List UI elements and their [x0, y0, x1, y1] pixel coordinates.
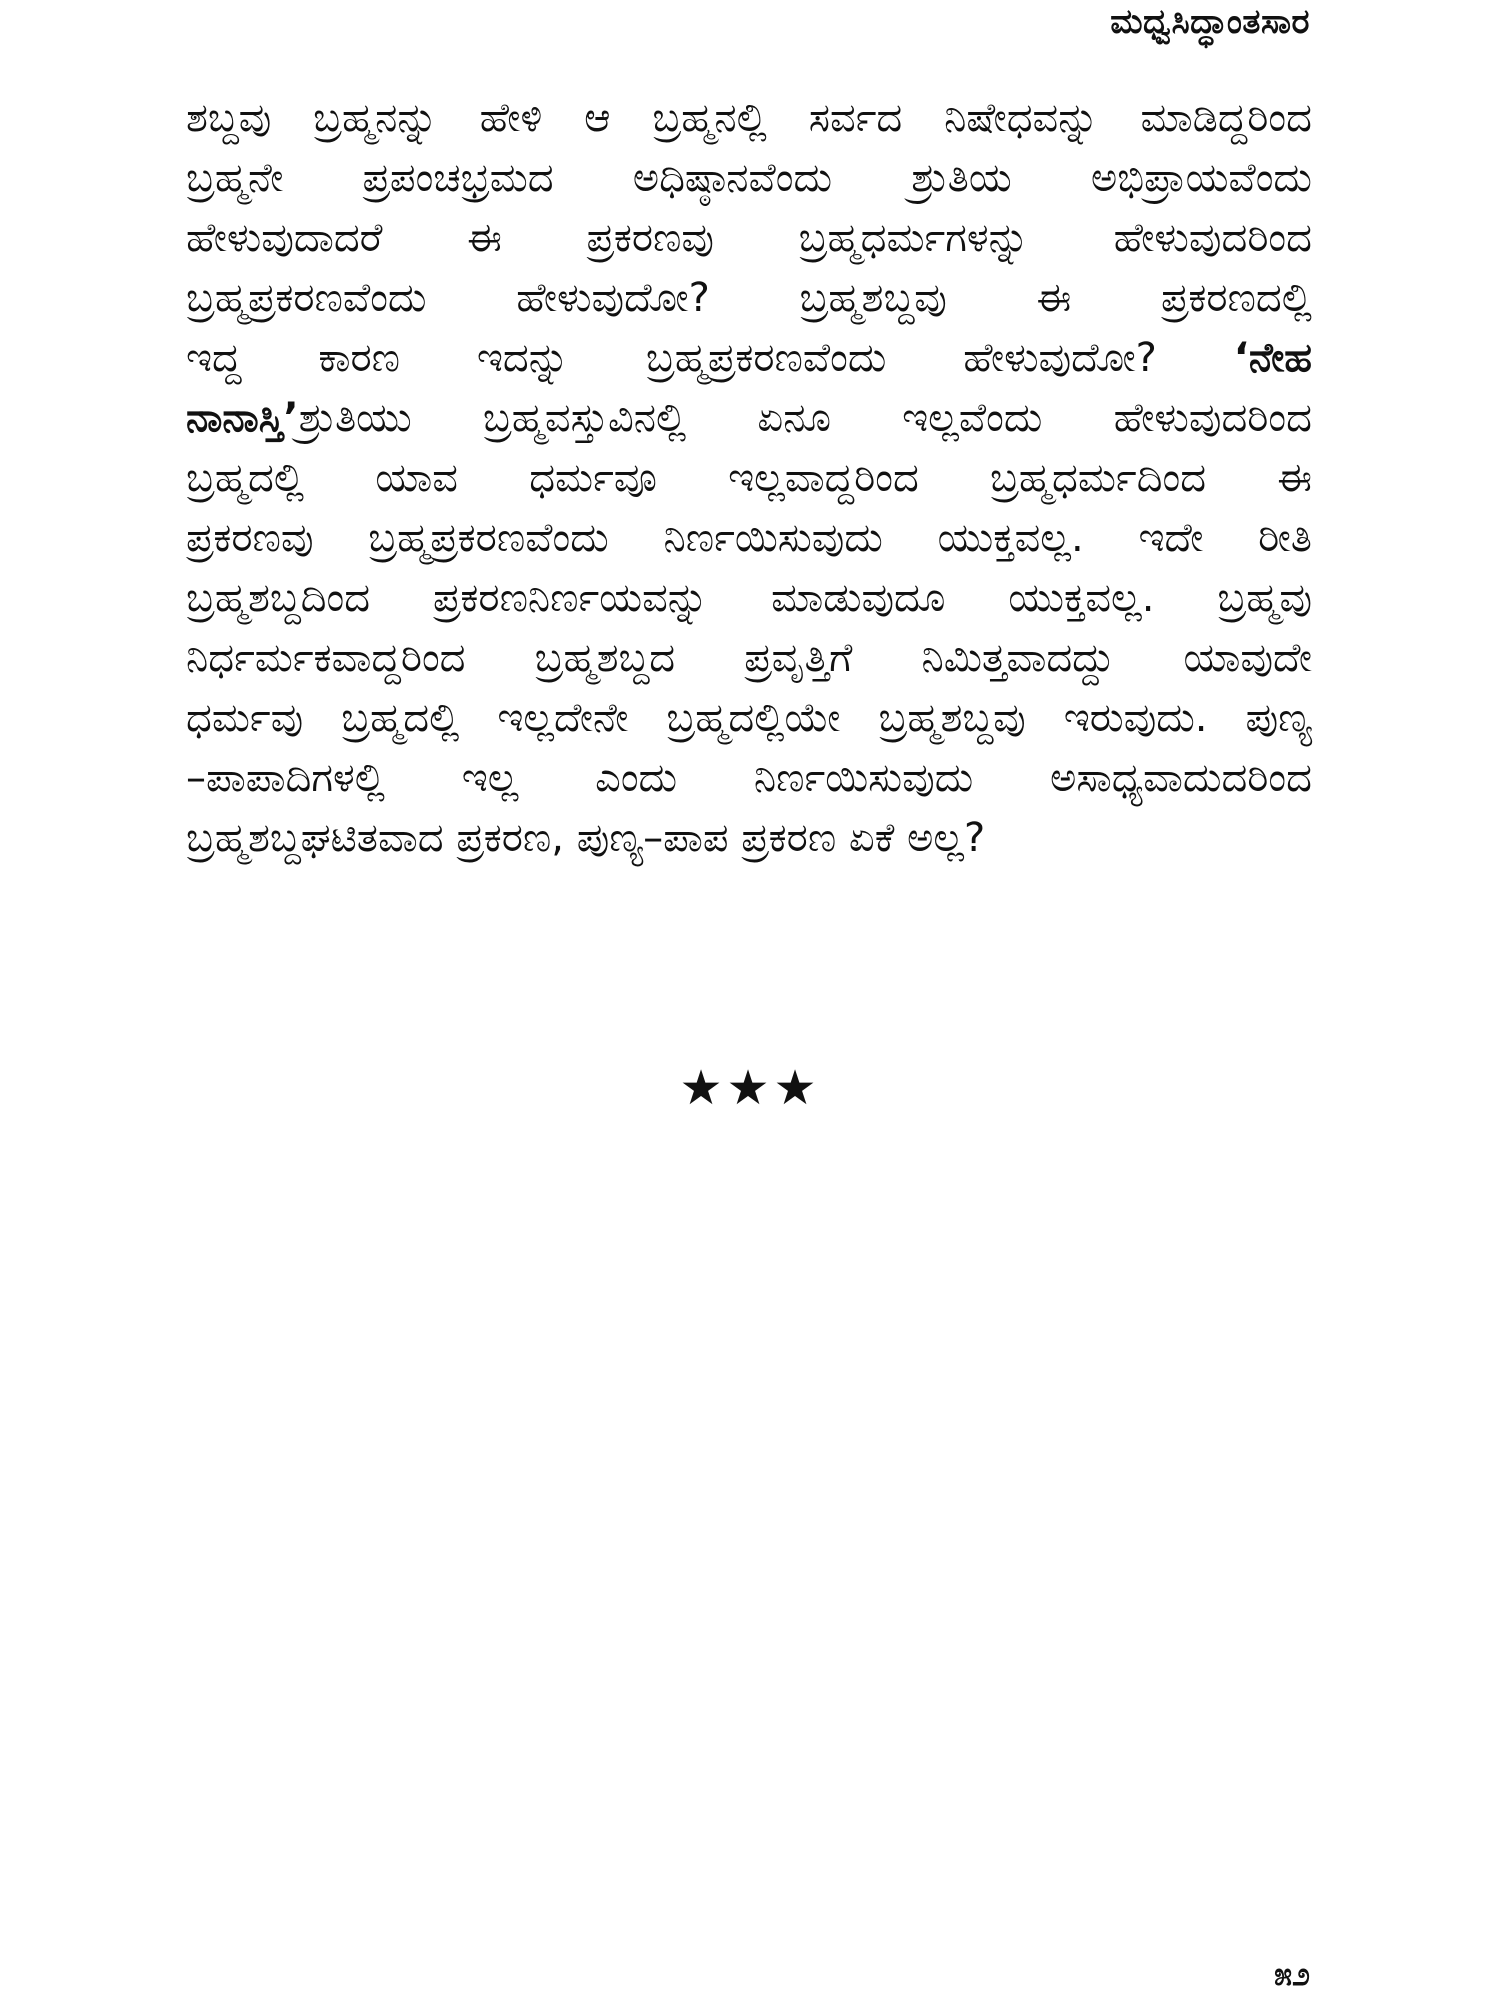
text-line [186, 328, 1312, 388]
text-line: ಹೇಳುವುದಾದರೆ ಈ ಪ್ರಕರಣವು ಬ್ರಹ್ಮಧರ್ಮಗಳನ್ನು ಹೇಳುವುದರಿಂದ [186, 215, 1312, 261]
text-line: ಬ್ರಹ್ಮನೇ ಪ್ರಪಂಚಭ್ರಮದ ಅಧಿಷ್ಠಾನವೆಂದು ಶ್ರುತಿಯ ಅಭಿಪ್ರಾಯವೆಂದು [186, 155, 1312, 201]
text-line: ಬ್ರಹ್ಮದಲ್ಲಿ ಯಾವ ಧರ್ಮವೂ ಇಲ್ಲವಾದ್ದರಿಂದ ಬ್ರಹ್ಮಧರ್ಮದಿಂದ ಈ [186, 455, 1312, 501]
text-line: ಬ್ರಹ್ಮಪ್ರಕರಣವೆಂದು ಹೇಳುವುದೋ? ಬ್ರಹ್ಮಶಬ್ದವು ಈ ಪ್ರಕರಣದಲ್ಲಿ [186, 275, 1312, 321]
section-end-ornament: ★★★ [679, 1060, 821, 1116]
quoted-shruti-end: ನಾನಾಸ್ತಿ’ [186, 395, 299, 441]
body-paragraph [186, 88, 1312, 868]
text-line: ಧರ್ಮವು ಬ್ರಹ್ಮದಲ್ಲಿ ಇಲ್ಲದೇನೇ ಬ್ರಹ್ಮದಲ್ಲಿಯೇ ಬ್ರಹ್ಮಶಬ್ದವು ಇರುವುದು. ಪುಣ್ಯ [186, 695, 1312, 741]
text-line: ಪ್ರಕರಣವು ಬ್ರಹ್ಮಪ್ರಕರಣವೆಂದು ನಿರ್ಣಯಿಸುವುದು ಯುಕ್ತವಲ್ಲ. ಇದೇ ರೀತಿ [186, 515, 1312, 561]
text-line: ಶಬ್ದವು ಬ್ರಹ್ಮನನ್ನು ಹೇಳಿ ಆ ಬ್ರಹ್ಮನಲ್ಲಿ ಸರ್ವದ ನಿಷೇಧವನ್ನು ಮಾಡಿದ್ದರಿಂದ [186, 95, 1312, 141]
text-line: ಬ್ರಹ್ಮಶಬ್ದದಿಂದ ಪ್ರಕರಣನಿರ್ಣಯವನ್ನು ಮಾಡುವುದೂ ಯುಕ್ತವಲ್ಲ. ಬ್ರಹ್ಮವು [186, 575, 1312, 621]
page-number: ೫೨ [1274, 1955, 1310, 1993]
text-line-segment: ಇದ್ದ ಕಾರಣ ಇದನ್ನು ಬ್ರಹ್ಮಪ್ರಕರಣವೆಂದು ಹೇಳುವುದೋ? [186, 335, 1157, 381]
text-line-segment: ಶ್ರುತಿಯು ಬ್ರಹ್ಮವಸ್ತುವಿನಲ್ಲಿ ಏನೂ ಇಲ್ಲವೆಂದು ಹೇಳುವುದರಿಂದ [298, 395, 1312, 441]
running-header-title: ಮಧ್ವಸಿದ್ಧಾಂತಸಾರ [1110, 2, 1310, 42]
text-line [186, 388, 1312, 448]
quoted-shruti-start: ‘ನೇಹ [1233, 335, 1313, 381]
text-line: –ಪಾಪಾದಿಗಳಲ್ಲಿ ಇಲ್ಲ ಎಂದು ನಿರ್ಣಯಿಸುವುದು ಅಸಾಧ್ಯವಾದುದರಿಂದ [186, 755, 1312, 801]
text-line: ಬ್ರಹ್ಮಶಬ್ದಘಟಿತವಾದ ಪ್ರಕರಣ, ಪುಣ್ಯ–ಪಾಪ ಪ್ರಕರಣ ಏಕೆ ಅಲ್ಲ? [186, 815, 986, 861]
text-line: ನಿರ್ಧರ್ಮಕವಾದ್ದರಿಂದ ಬ್ರಹ್ಮಶಬ್ದದ ಪ್ರವೃತ್ತಿಗೆ ನಿಮಿತ್ತವಾದದ್ದು ಯಾವುದೇ [186, 635, 1312, 681]
